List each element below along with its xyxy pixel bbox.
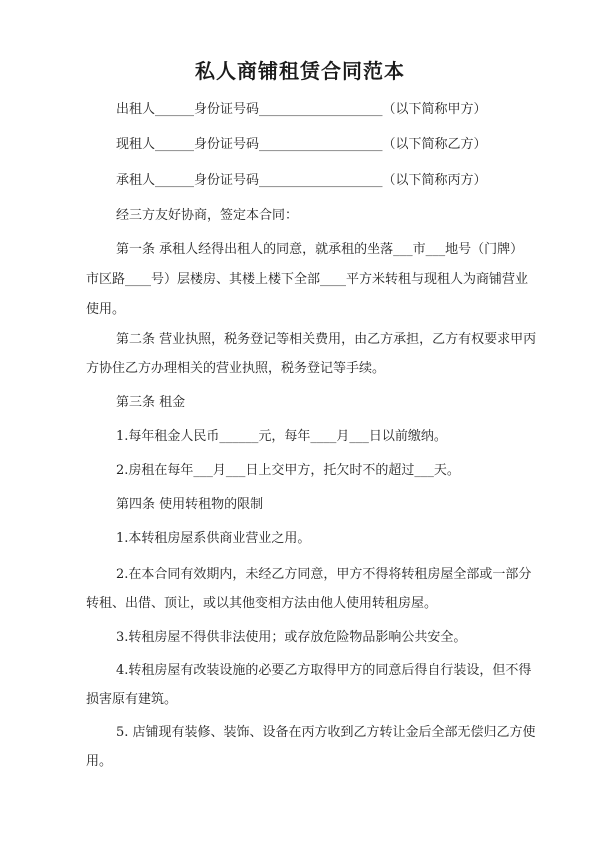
article4-item2-line2: 转租、出借、顶让，或以其他变相方法由他人使用转租房屋。 bbox=[86, 596, 438, 611]
article4-item4-line2: 损害原有建筑。 bbox=[86, 692, 178, 707]
article4-item1: 1.本转租房屋系供商业营业之用。 bbox=[116, 531, 311, 546]
article1-line1: 第一条 承租人经得出租人的同意，就承租的坐落___市___地号（门牌） bbox=[116, 242, 524, 257]
article3-heading: 第三条 租金 bbox=[116, 395, 186, 410]
article3-item1: 1.每年租金人民币______元，每年____月___日以前缴纳。 bbox=[116, 429, 447, 444]
article1-line3: 使用。 bbox=[86, 302, 126, 317]
party-lessee-line: 承租人______身份证号码___________________（以下简称丙方） bbox=[116, 173, 487, 188]
article2-line2: 方协住乙方办理相关的营业执照，税务登记等手续。 bbox=[86, 361, 386, 376]
article4-item3: 3.转租房屋不得供非法使用；或存放危险物品影响公共安全。 bbox=[116, 630, 467, 645]
article4-heading: 第四条 使用转租物的限制 bbox=[116, 497, 264, 512]
article1-line2: 市区路____号）层楼房、其楼上楼下全部____平方米转租与现租人为商铺营业 bbox=[86, 272, 529, 287]
article2-line1: 第二条 营业执照，税务登记等相关费用，由乙方承担，乙方有权要求甲丙 bbox=[116, 332, 537, 347]
page-title: 私人商铺租赁合同范本 bbox=[195, 59, 405, 83]
article4-item4-line1: 4.转租房屋有改装设施的必要乙方取得甲方的同意后得自行装设，但不得 bbox=[116, 663, 532, 678]
article4-item5-line1: 5. 店铺现有装修、装饰、设备在丙方收到乙方转让金后全部无偿归乙方使 bbox=[116, 725, 536, 740]
article4-item5-line2: 用。 bbox=[86, 754, 113, 769]
article4-item2-line1: 2.在本合同有效期内，未经乙方同意，甲方不得将转租房屋全部或一部分 bbox=[116, 567, 532, 582]
article3-item2: 2.房租在每年___月___日上交甲方，托欠时不的超过___天。 bbox=[116, 463, 460, 478]
intro-line: 经三方友好协商，签定本合同： bbox=[116, 208, 299, 223]
party-current-tenant-line: 现租人______身份证号码___________________（以下简称乙方） bbox=[116, 137, 487, 152]
party-lessor-line: 出租人______身份证号码___________________（以下简称甲方） bbox=[116, 102, 487, 117]
